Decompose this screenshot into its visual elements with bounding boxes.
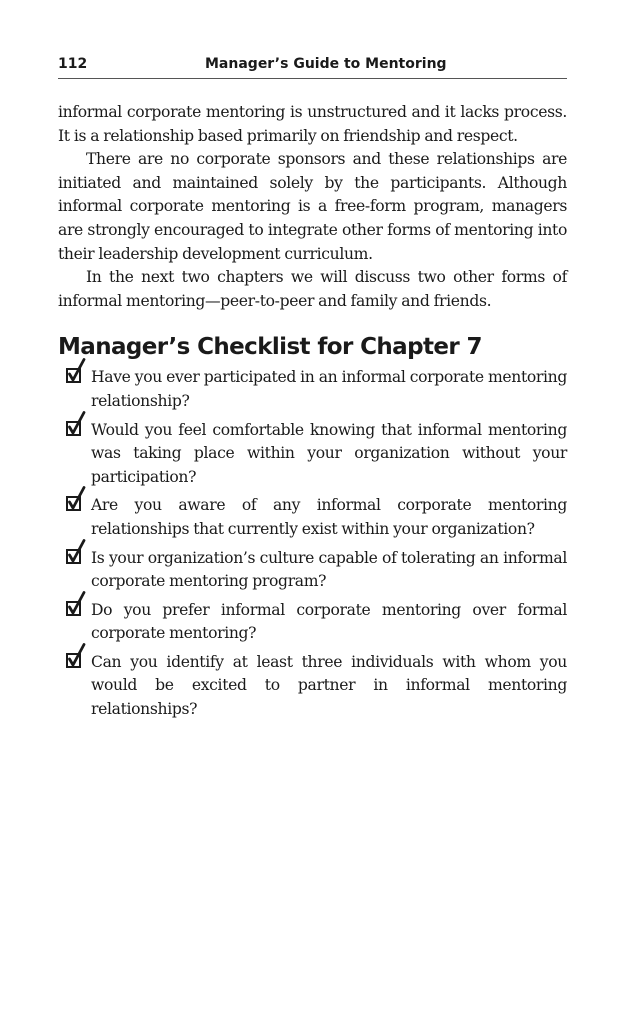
paragraph-next-chapters: In the next two chapters we will discuss two other forms of informal mentoring—peer-to-peer and family and friends. xyxy=(58,268,567,310)
page-number: 112 xyxy=(58,56,88,72)
checklist-item-text: Would you feel comfortable knowing that informal mentoring was taking place within your organization without your participation? xyxy=(91,420,567,486)
checklist xyxy=(58,366,567,721)
paragraph-continued: informal corporate mentoring is unstructured and it lacks process. It is a relationship based primarily on friendship and respect. xyxy=(58,103,567,145)
checklist-item xyxy=(58,651,567,722)
checklist-item-text: Can you identify at least three individuals with whom you would be excited to partner in informal mentoring relationships? xyxy=(91,652,567,719)
checklist-item-text: Do you prefer informal corporate mentoring over formal corporate mentoring? xyxy=(91,600,567,643)
checklist-heading: Manager’s Checklist for Chapter 7 xyxy=(58,334,482,361)
checklist-item xyxy=(58,419,567,490)
checked-box-icon xyxy=(65,643,87,673)
checklist-item xyxy=(58,547,567,594)
checked-box-icon xyxy=(65,486,87,516)
checklist-item-text: Are you aware of any informal corporate mentoring relationships that currently exist within your organization? xyxy=(91,496,567,538)
checked-box-icon xyxy=(65,591,87,621)
body-text xyxy=(58,101,567,313)
checked-box-icon xyxy=(65,411,87,441)
checklist-item xyxy=(58,366,567,413)
checked-box-icon xyxy=(65,358,87,388)
checklist-item xyxy=(58,494,567,541)
checked-box-icon xyxy=(65,539,87,569)
checklist-item-text: Is your organization’s culture capable of tolerating an informal corporate mentoring program? xyxy=(91,548,567,591)
checklist-item-text: Have you ever participated in an informal corporate mentoring relationship? xyxy=(91,368,567,410)
running-head xyxy=(58,52,567,79)
book-page xyxy=(58,52,567,727)
book-title: Manager’s Guide to Mentoring xyxy=(205,56,447,72)
checklist-item xyxy=(58,599,567,646)
paragraph-corporate-sponsors: There are no corporate sponsors and these relationships are initiated and maintained solely by the participants. Although informal corporate mentoring is a free-form program, managers are strongly encouraged to integrate other forms of mentoring into their leadership development curriculum. xyxy=(58,150,567,263)
